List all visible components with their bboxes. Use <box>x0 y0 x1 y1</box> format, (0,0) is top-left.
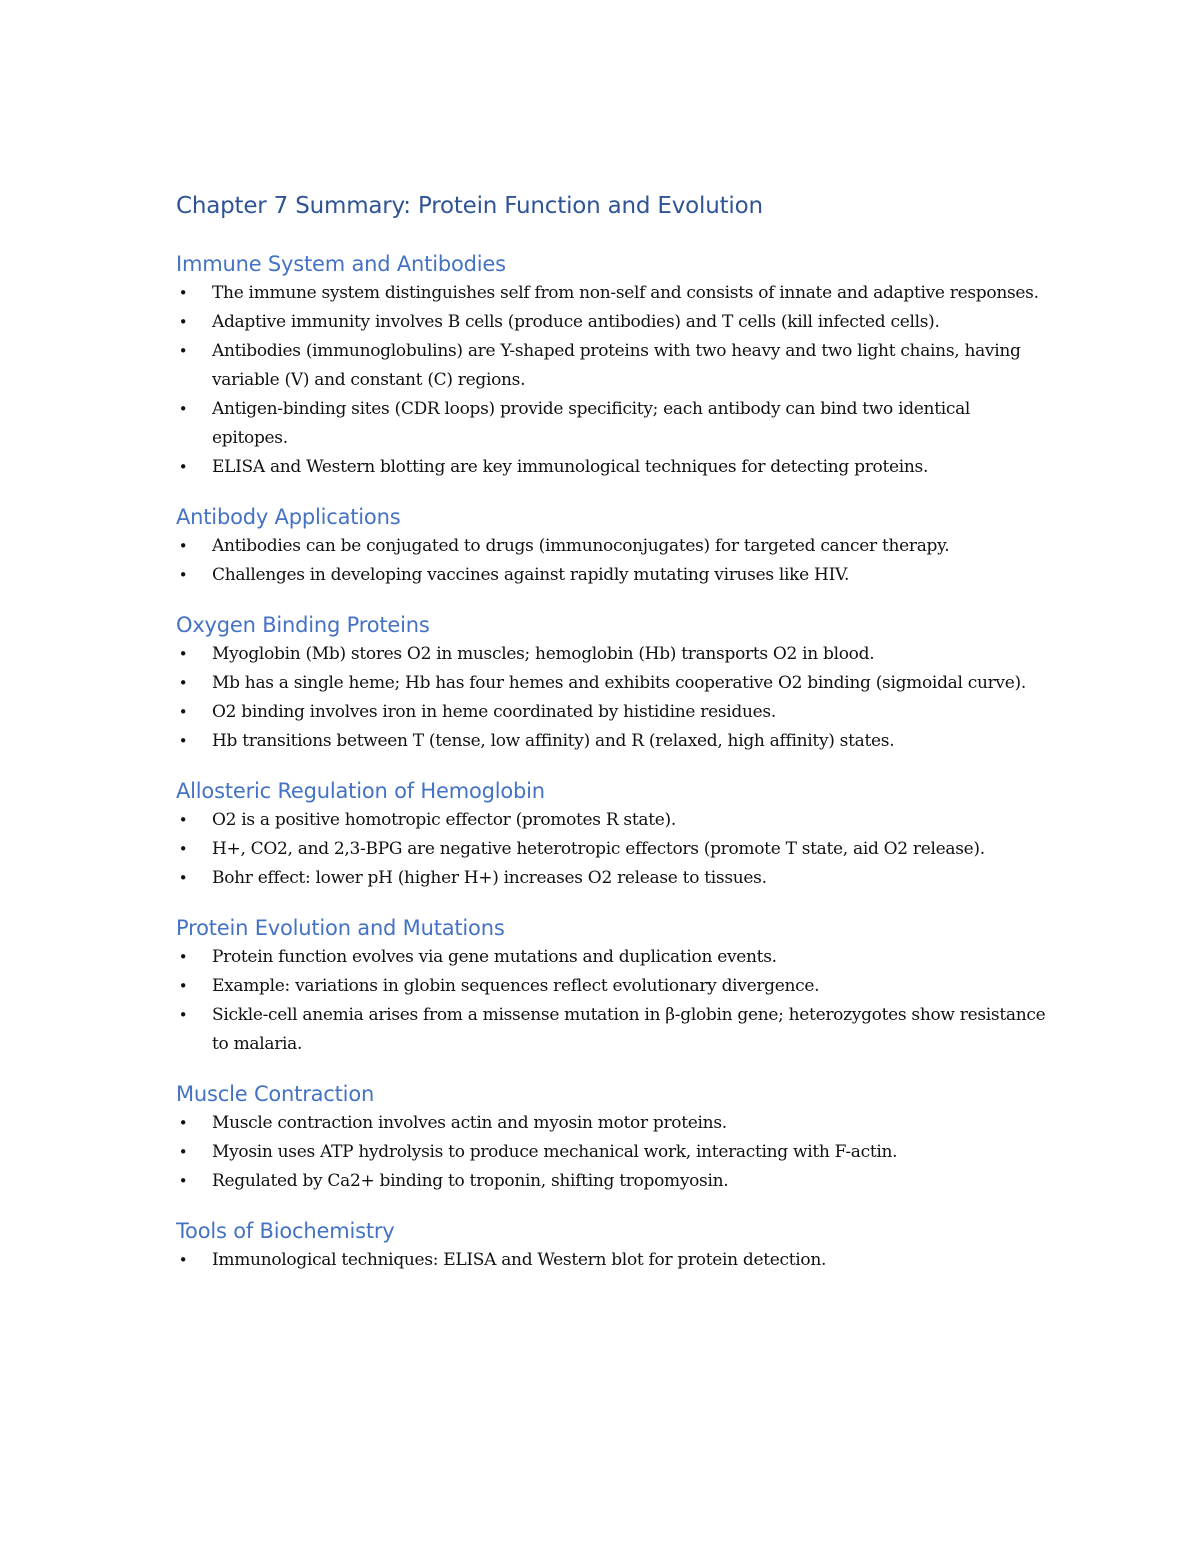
bullet-list <box>176 279 1046 482</box>
section <box>176 776 1046 893</box>
bullet-icon: • <box>178 537 188 555</box>
bullet-icon: • <box>178 732 188 750</box>
list-item-text: Antibodies can be conjugated to drugs (immunoconjugates) for targeted cancer therapy. <box>212 536 950 556</box>
list-item-text: O2 binding involves iron in heme coordinated by histidine residues. <box>212 702 776 722</box>
list-item-text: O2 is a positive homotropic effector (promotes R state). <box>212 810 676 830</box>
list-item <box>176 943 1046 972</box>
bullet-icon: • <box>178 458 188 476</box>
list-item-text: Adaptive immunity involves B cells (produce antibodies) and T cells (kill infected cells). <box>212 312 940 332</box>
list-item-text: The immune system distinguishes self from non-self and consists of innate and adaptive responses. <box>212 283 1039 303</box>
list-item-text: Challenges in developing vaccines against rapidly mutating viruses like HIV. <box>212 565 850 585</box>
list-item-text: Mb has a single heme; Hb has four hemes and exhibits cooperative O2 binding (sigmoidal curve). <box>212 673 1026 693</box>
bullet-icon: • <box>178 566 188 584</box>
list-item-text: Muscle contraction involves actin and myosin motor proteins. <box>212 1113 727 1133</box>
bullet-list <box>176 806 1046 893</box>
list-item <box>176 835 1046 864</box>
list-item <box>176 453 1046 482</box>
list-item-text: Example: variations in globin sequences reflect evolutionary divergence. <box>212 976 820 996</box>
list-item <box>176 1246 1046 1275</box>
list-item-text: Myoglobin (Mb) stores O2 in muscles; hemoglobin (Hb) transports O2 in blood. <box>212 644 875 664</box>
list-item-text: H+, CO2, and 2,3-BPG are negative heterotropic effectors (promote T state, aid O2 release). <box>212 839 985 859</box>
bullet-icon: • <box>178 674 188 692</box>
list-item <box>176 279 1046 308</box>
bullet-list <box>176 1109 1046 1196</box>
list-item <box>176 972 1046 1001</box>
document-body <box>176 189 1046 1295</box>
bullet-icon: • <box>178 977 188 995</box>
bullet-icon: • <box>178 1114 188 1132</box>
section <box>176 502 1046 590</box>
section <box>176 1216 1046 1275</box>
bullet-icon: • <box>178 703 188 721</box>
section-heading: Tools of Biochemistry <box>176 1219 395 1243</box>
bullet-icon: • <box>178 313 188 331</box>
list-item-text: Sickle-cell anemia arises from a missense mutation in β-globin gene; heterozygotes show resistance to malaria. <box>212 1005 1046 1054</box>
list-item-text: Bohr effect: lower pH (higher H+) increases O2 release to tissues. <box>212 868 767 888</box>
list-item <box>176 698 1046 727</box>
list-item <box>176 308 1046 337</box>
section-heading: Oxygen Binding Proteins <box>176 613 430 637</box>
section-heading: Muscle Contraction <box>176 1082 375 1106</box>
list-item <box>176 395 1046 453</box>
bullet-icon: • <box>178 284 188 302</box>
list-item <box>176 669 1046 698</box>
list-item <box>176 532 1046 561</box>
bullet-icon: • <box>178 1172 188 1190</box>
list-item-text: Myosin uses ATP hydrolysis to produce mechanical work, interacting with F-actin. <box>212 1142 898 1162</box>
bullet-icon: • <box>178 840 188 858</box>
bullet-icon: • <box>178 1143 188 1161</box>
bullet-list <box>176 640 1046 756</box>
list-item-text: Protein function evolves via gene mutations and duplication events. <box>212 947 777 967</box>
list-item-text: Regulated by Ca2+ binding to troponin, shifting tropomyosin. <box>212 1171 729 1191</box>
bullet-list <box>176 943 1046 1059</box>
list-item <box>176 727 1046 756</box>
list-item-text: Hb transitions between T (tense, low affinity) and R (relaxed, high affinity) states. <box>212 731 895 751</box>
section-heading: Allosteric Regulation of Hemoglobin <box>176 779 545 803</box>
list-item <box>176 864 1046 893</box>
bullet-icon: • <box>178 342 188 360</box>
sections-container <box>176 249 1046 1275</box>
list-item <box>176 640 1046 669</box>
list-item-text: Antibodies (immunoglobulins) are Y-shaped proteins with two heavy and two light chains, having variable (V) and constant (C) regions. <box>212 341 1021 390</box>
list-item <box>176 561 1046 590</box>
section-heading: Protein Evolution and Mutations <box>176 916 505 940</box>
list-item <box>176 1001 1046 1059</box>
bullet-list <box>176 1246 1046 1275</box>
bullet-icon: • <box>178 869 188 887</box>
bullet-icon: • <box>178 1006 188 1024</box>
list-item-text: Antigen-binding sites (CDR loops) provide specificity; each antibody can bind two identical epitopes. <box>212 399 971 448</box>
list-item-text: Immunological techniques: ELISA and Western blot for protein detection. <box>212 1250 827 1270</box>
section <box>176 249 1046 482</box>
bullet-icon: • <box>178 645 188 663</box>
section <box>176 610 1046 756</box>
list-item <box>176 1109 1046 1138</box>
list-item-text: ELISA and Western blotting are key immunological techniques for detecting proteins. <box>212 457 929 477</box>
bullet-icon: • <box>178 811 188 829</box>
list-item <box>176 1167 1046 1196</box>
list-item <box>176 1138 1046 1167</box>
section <box>176 913 1046 1059</box>
list-item <box>176 337 1046 395</box>
bullet-list <box>176 532 1046 590</box>
list-item <box>176 806 1046 835</box>
section <box>176 1079 1046 1196</box>
bullet-icon: • <box>178 948 188 966</box>
bullet-icon: • <box>178 400 188 418</box>
bullet-icon: • <box>178 1251 188 1269</box>
document-title: Chapter 7 Summary: Protein Function and Evolution <box>176 193 763 219</box>
section-heading: Immune System and Antibodies <box>176 252 506 276</box>
section-heading: Antibody Applications <box>176 505 401 529</box>
